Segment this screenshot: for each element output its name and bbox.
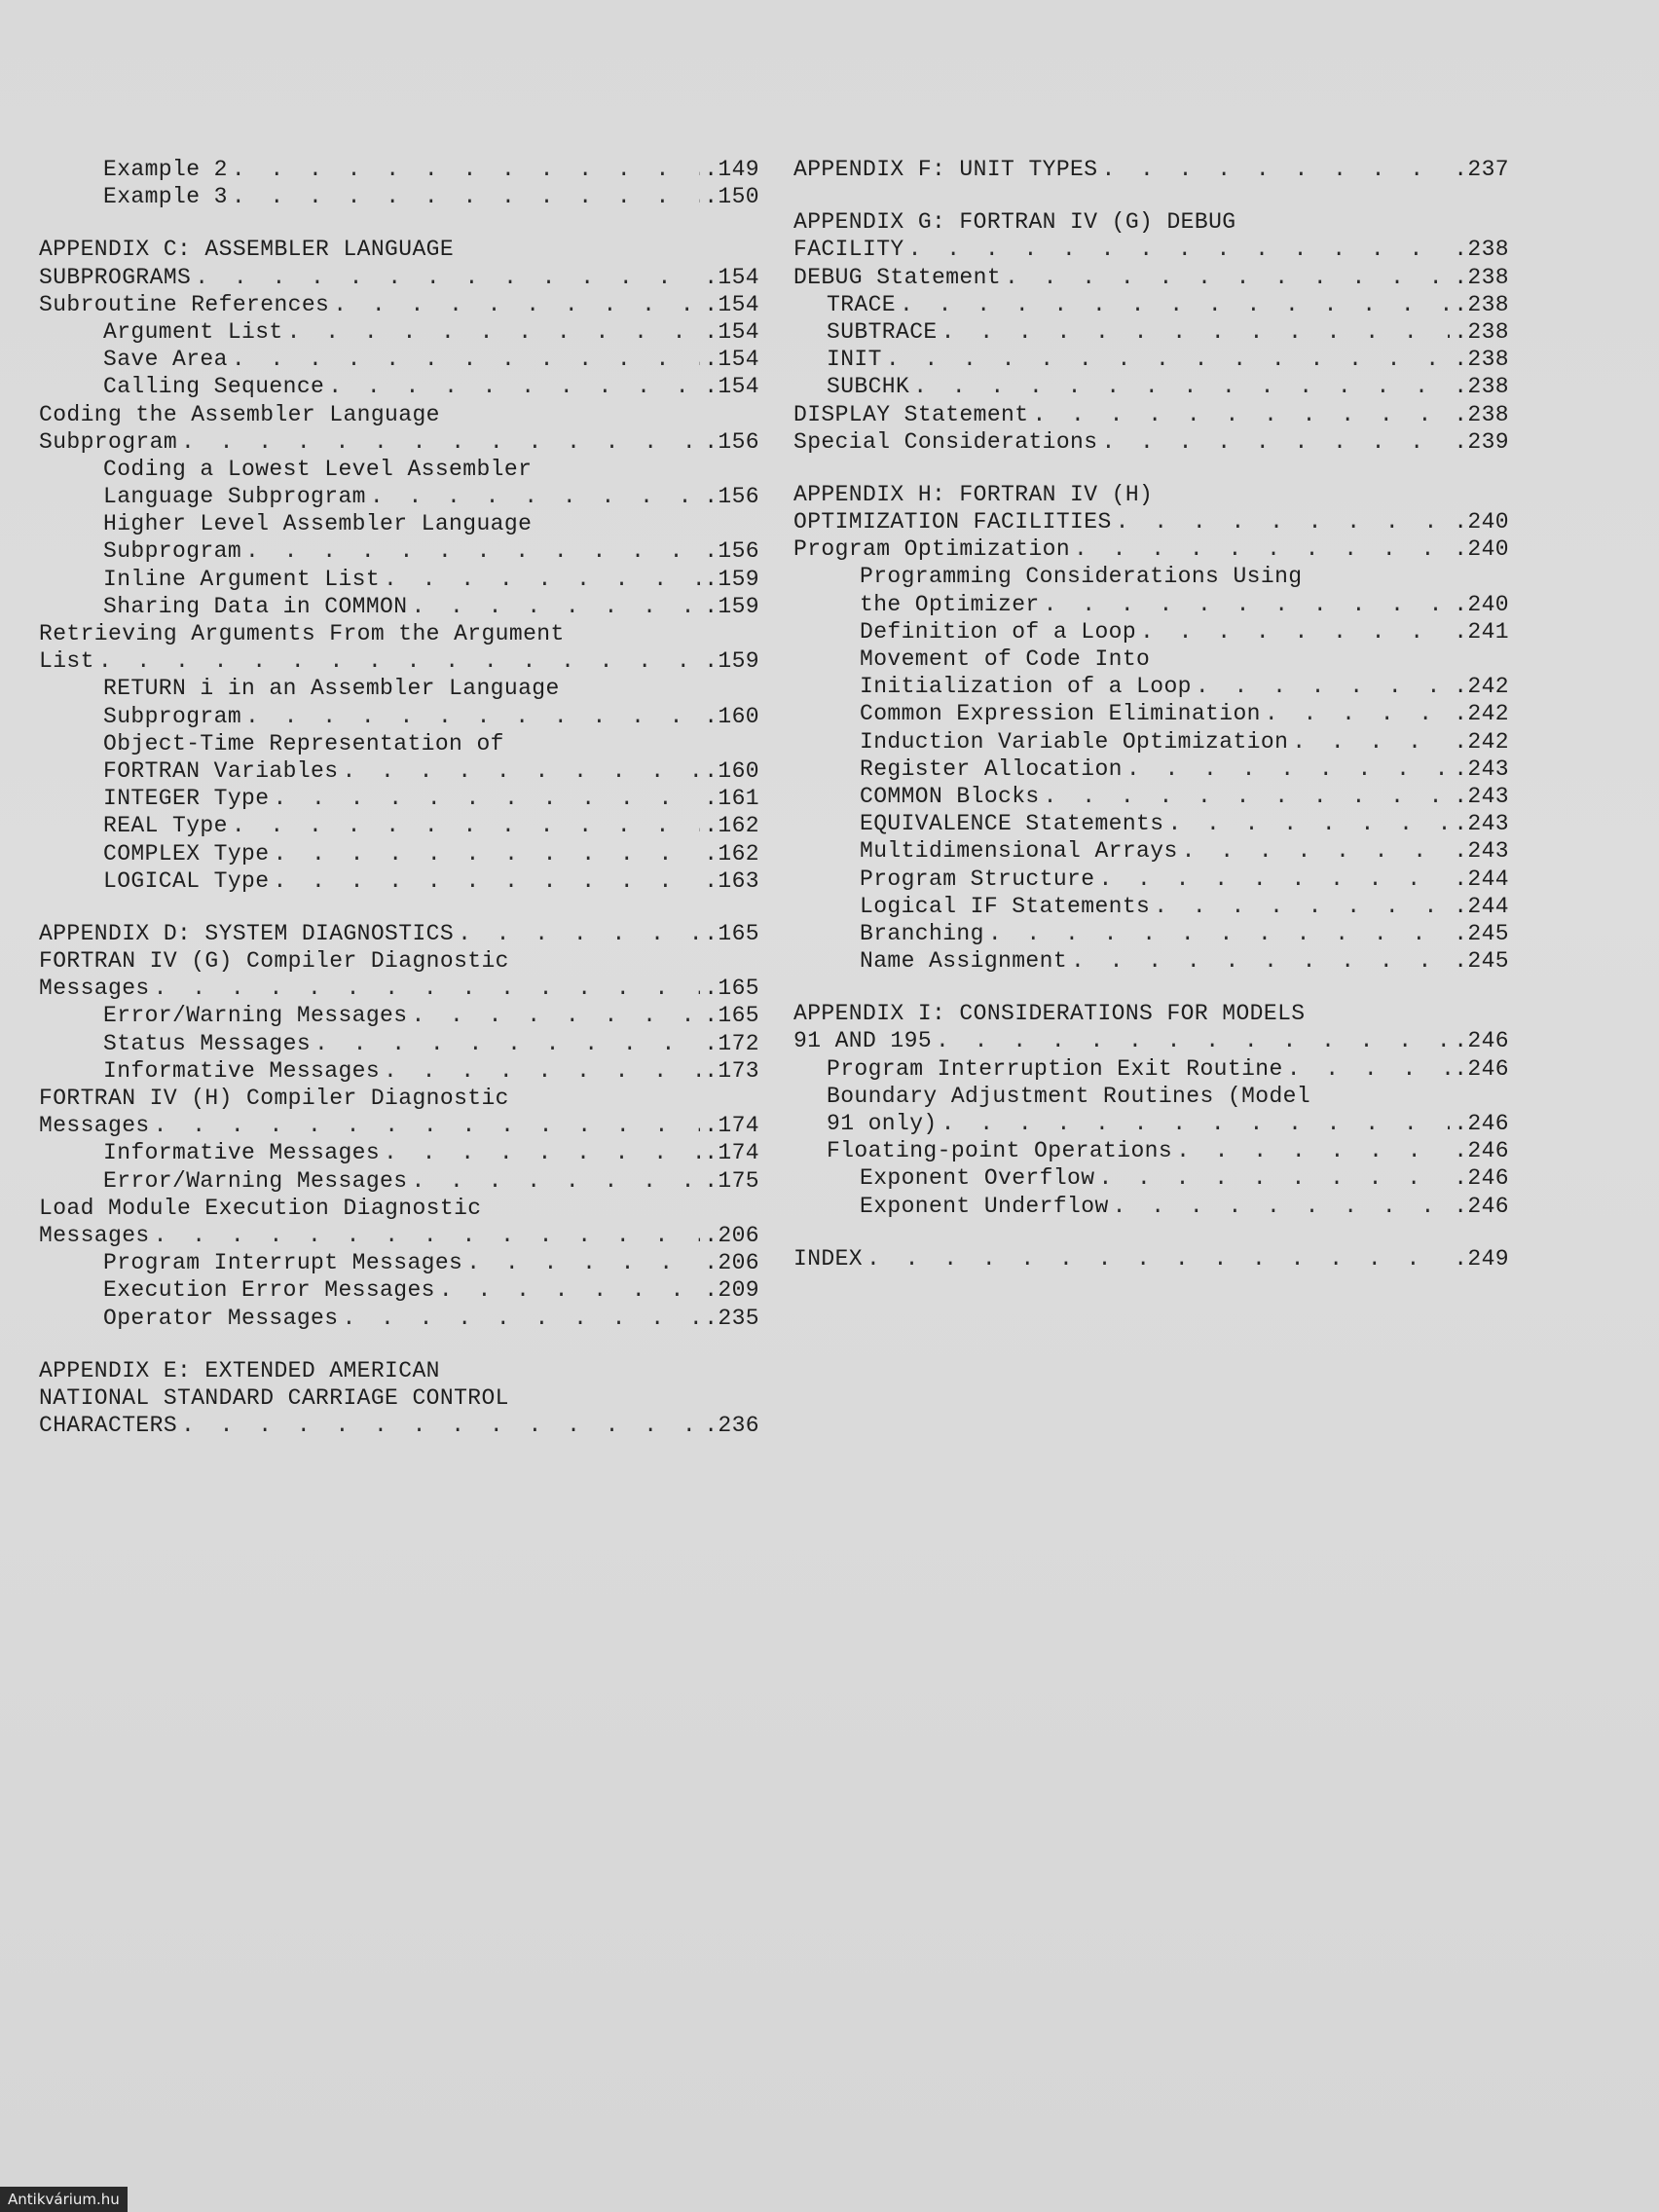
dot-leader: [245, 703, 700, 730]
toc-entry-title: Special Considerations: [793, 428, 1098, 455]
dot-leader: [1032, 401, 1450, 428]
toc-entry: [39, 1030, 759, 1057]
toc-entry-page: .241: [1454, 618, 1509, 645]
toc-entry-page: .246: [1454, 1165, 1509, 1192]
toc-entry-page: .246: [1454, 1028, 1509, 1054]
toc-entry: [39, 318, 759, 346]
dot-leader: [411, 1002, 700, 1029]
toc-entry-title: Subroutine References: [39, 291, 330, 317]
toc-entry-title: APPENDIX I: CONSIDERATIONS FOR MODELS: [793, 1001, 1306, 1027]
toc-entry-title: SUBPROGRAMS: [39, 264, 192, 290]
toc-entry: [39, 785, 759, 812]
toc-list-right: [793, 156, 1509, 1272]
toc-entry-title: INTEGER Type: [103, 786, 270, 812]
toc-entry: [39, 1412, 759, 1439]
toc-entry: [39, 1305, 759, 1332]
dot-leader: [439, 1276, 700, 1304]
toc-entry-title: Example 2: [103, 157, 228, 182]
toc-entry-page: .174: [704, 1113, 759, 1139]
toc-entry: [793, 866, 1509, 893]
dot-leader: [154, 1222, 701, 1249]
dot-leader: [1113, 1193, 1451, 1220]
toc-entry: [793, 428, 1509, 456]
toc-list-left: [39, 156, 759, 1439]
toc-entry: [39, 1357, 759, 1384]
dot-leader: [342, 1305, 700, 1332]
toc-entry: [793, 810, 1509, 837]
dot-leader: [342, 757, 700, 785]
toc-entry-title: FORTRAN IV (G) Compiler Diagnostic: [39, 948, 509, 975]
toc-entry-title: RETURN i in an Assembler Language: [103, 676, 560, 702]
toc-entry-title: 91 AND 195: [793, 1028, 933, 1054]
toc-entry-title: APPENDIX H: FORTRAN IV (H): [793, 481, 1154, 507]
dot-leader: [273, 867, 700, 895]
toc-entry-page: .244: [1454, 866, 1509, 892]
toc-entry-title: FORTRAN IV (H) Compiler Diagnostic: [39, 1086, 509, 1111]
toc-entry-page: .240: [1454, 509, 1509, 535]
toc-entry-title: Program Interrupt Messages: [103, 1250, 463, 1276]
toc-entry-page: .243: [1454, 783, 1509, 809]
toc-entry-title: Execution Error Messages: [103, 1277, 435, 1304]
toc-entry: [793, 291, 1509, 318]
toc-entry-page: .246: [1454, 1055, 1509, 1082]
dot-leader: [411, 1167, 700, 1195]
toc-entry: [793, 236, 1509, 263]
toc-entry-title: CHARACTERS: [39, 1413, 178, 1439]
toc-entry: [39, 236, 759, 263]
dot-leader: [1126, 756, 1450, 783]
toc-entry-title: Retrieving Arguments From the Argument: [39, 621, 565, 646]
toc-entry-title: APPENDIX C: ASSEMBLER LANGUAGE: [39, 237, 455, 263]
toc-entry-title: FORTRAN Variables: [103, 757, 339, 784]
toc-entry: [793, 264, 1509, 291]
toc-entry-title: Branching: [860, 920, 984, 946]
dot-leader: [913, 373, 1450, 400]
toc-entry-page: .174: [704, 1140, 759, 1166]
toc-entry-page: .243: [1454, 838, 1509, 865]
toc-entry-title: Load Module Execution Diagnostic: [39, 1195, 482, 1221]
toc-entry: [793, 1110, 1509, 1137]
dot-leader: [1101, 156, 1450, 183]
toc-entry-page: .175: [704, 1167, 759, 1194]
toc-entry: [39, 566, 759, 593]
toc-entry: [39, 1139, 759, 1166]
toc-entry-title: List: [39, 648, 94, 675]
dot-leader: [458, 920, 700, 947]
dot-leader: [866, 1245, 1450, 1272]
toc-entry: [39, 703, 759, 730]
toc-entry-title: DISPLAY Statement: [793, 401, 1029, 427]
dot-leader: [154, 1112, 701, 1139]
dot-leader: [1071, 947, 1450, 975]
toc-entry-title: Floating-point Operations: [827, 1138, 1173, 1164]
toc-entry-title: OPTIMIZATION FACILITIES: [793, 509, 1112, 535]
toc-entry-title: Boundary Adjustment Routines (Model: [827, 1083, 1311, 1109]
toc-entry-title: Coding a Lowest Level Assembler: [103, 456, 533, 482]
dot-leader: [370, 483, 700, 510]
toc-entry-title: NATIONAL STANDARD CARRIAGE CONTROL: [39, 1384, 509, 1411]
toc-entry: [793, 1083, 1509, 1110]
toc-entry-title: Induction Variable Optimization: [860, 728, 1289, 755]
toc-entry-title: Subprogram: [103, 703, 242, 729]
dot-leader: [1044, 591, 1451, 618]
dot-leader: [1292, 728, 1450, 756]
toc-entry: [39, 867, 759, 895]
toc-entry-page: .237: [1454, 157, 1509, 182]
toc-entry-page: .165: [704, 976, 759, 1002]
toc-entry-page: .245: [1454, 920, 1509, 946]
toc-entry-page: .154: [704, 264, 759, 290]
toc-entry-title: Logical IF Statements: [860, 893, 1151, 919]
toc-entry-page: .159: [704, 566, 759, 592]
toc-entry-title: SUBTRACE: [827, 318, 938, 345]
toc-entry: [39, 291, 759, 318]
toc-entry-page: .238: [1454, 291, 1509, 317]
toc-entry-title: INIT: [827, 347, 882, 373]
toc-entry-page: .246: [1454, 1111, 1509, 1136]
dot-leader: [941, 318, 1451, 346]
toc-right-column: [793, 156, 1509, 1272]
toc-entry-title: Inline Argument List: [103, 566, 381, 592]
toc-entry-page: .242: [1454, 674, 1509, 700]
toc-entry-page: .156: [704, 428, 759, 455]
toc-entry: [793, 947, 1509, 975]
dot-leader: [195, 264, 700, 291]
toc-entry: [793, 673, 1509, 700]
toc-entry-page: .238: [1454, 264, 1509, 290]
toc-entry: [39, 264, 759, 291]
dot-leader: [1196, 673, 1450, 700]
dot-leader: [273, 785, 700, 812]
toc-entry: [39, 1195, 759, 1222]
toc-entry: [39, 373, 759, 400]
toc-entry-title: INDEX: [793, 1245, 864, 1272]
dot-leader: [232, 183, 700, 210]
dot-leader: [333, 291, 700, 318]
dot-leader: [988, 920, 1450, 947]
toc-entry: [39, 1112, 759, 1139]
toc-entry-title: APPENDIX D: SYSTEM DIAGNOSTICS: [39, 920, 455, 946]
dot-leader: [98, 647, 700, 675]
toc-entry-title: Subprogram: [103, 538, 242, 565]
toc-entry: [793, 920, 1509, 947]
toc-entry-title: APPENDIX F: UNIT TYPES: [793, 157, 1098, 182]
toc-entry-page: .238: [1454, 237, 1509, 263]
toc-entry: [39, 346, 759, 373]
toc-entry-title: Language Subprogram: [103, 484, 366, 510]
toc-entry-page: .162: [704, 813, 759, 839]
toc-entry: [793, 618, 1509, 645]
toc-entry-title: Informative Messages: [103, 1057, 381, 1084]
dot-leader: [1154, 893, 1450, 920]
dot-leader: [1182, 837, 1451, 865]
toc-entry-page: .243: [1454, 756, 1509, 782]
toc-entry-page: .154: [704, 291, 759, 317]
toc-entry-page: .154: [704, 318, 759, 345]
toc-entry-title: TRACE: [827, 291, 897, 317]
toc-entry: [39, 1085, 759, 1112]
toc-entry-title: Error/Warning Messages: [103, 1003, 408, 1029]
dot-leader: [1098, 1164, 1450, 1192]
dot-leader: [181, 1412, 700, 1439]
toc-entry: [793, 535, 1509, 563]
toc-entry: [39, 428, 759, 456]
toc-entry-page: .150: [704, 184, 759, 210]
toc-entry-title: Name Assignment: [860, 948, 1068, 975]
toc-entry: [793, 401, 1509, 428]
toc-entry-title: DEBUG Statement: [793, 264, 1002, 290]
toc-entry: [793, 645, 1509, 673]
toc-entry: [39, 1057, 759, 1085]
toc-entry-title: Register Allocation: [860, 756, 1123, 782]
dot-leader: [1167, 810, 1450, 837]
toc-entry-title: Higher Level Assembler Language: [103, 511, 533, 537]
toc-entry-page: .173: [704, 1057, 759, 1084]
toc-entry: [39, 620, 759, 647]
toc-entry: [793, 728, 1509, 756]
toc-entry-title: Informative Messages: [103, 1140, 381, 1166]
dot-leader: [384, 1139, 700, 1166]
dot-leader: [1287, 1055, 1451, 1083]
toc-entry-title: Messages: [39, 1222, 150, 1248]
toc-entry-title: COMPLEX Type: [103, 840, 270, 866]
toc-entry-title: Movement of Code Into: [860, 646, 1151, 672]
toc-entry: [39, 1249, 759, 1276]
toc-entry-title: Programming Considerations Using: [860, 564, 1303, 590]
toc-entry: [39, 647, 759, 675]
toc-entry-page: .165: [704, 920, 759, 946]
toc-entry-title: REAL Type: [103, 813, 228, 839]
toc-entry: [39, 920, 759, 947]
dot-leader: [908, 236, 1451, 263]
dot-leader: [1265, 700, 1450, 727]
dot-leader: [900, 291, 1450, 318]
dot-leader: [1044, 783, 1451, 810]
toc-entry: [793, 1164, 1509, 1192]
toc-entry-page: .240: [1454, 591, 1509, 617]
toc-entry-title: Example 3: [103, 184, 228, 210]
dot-leader: [886, 346, 1450, 373]
toc-entry-title: SUBCHK: [827, 374, 910, 400]
toc-entry: [793, 208, 1509, 236]
toc-entry-title: Coding the Assembler Language: [39, 401, 440, 427]
toc-entry-title: Program Interruption Exit Routine: [827, 1055, 1283, 1082]
toc-entry-title: Multidimensional Arrays: [860, 838, 1178, 865]
toc-entry: [39, 537, 759, 565]
toc-entry: [793, 1027, 1509, 1054]
dot-leader: [232, 812, 700, 839]
dot-leader: [1074, 535, 1450, 563]
toc-entry-title: LOGICAL Type: [103, 867, 270, 894]
dot-leader: [1176, 1137, 1450, 1164]
toc-entry-page: .244: [1454, 893, 1509, 919]
toc-entry-title: Sharing Data in COMMON: [103, 593, 408, 619]
dot-leader: [1101, 428, 1450, 456]
toc-entry: [793, 1137, 1509, 1164]
toc-entry: [39, 510, 759, 537]
dot-leader: [411, 593, 700, 620]
toc-entry-title: Exponent Underflow: [860, 1193, 1109, 1219]
toc-entry-title: Save Area: [103, 347, 228, 373]
toc-entry: [793, 756, 1509, 783]
toc-entry-page: .240: [1454, 536, 1509, 563]
toc-entry-title: Status Messages: [103, 1030, 312, 1056]
toc-entry: [39, 183, 759, 210]
toc-entry: [39, 730, 759, 757]
toc-entry-page: .154: [704, 347, 759, 373]
dot-leader: [245, 537, 700, 565]
dot-leader: [273, 840, 700, 867]
toc-entry: [793, 1000, 1509, 1027]
dot-leader: [1140, 618, 1450, 645]
dot-leader: [384, 1057, 700, 1085]
toc-entry-page: .165: [704, 1003, 759, 1029]
toc-entry-page: .246: [1454, 1138, 1509, 1164]
dot-leader: [232, 346, 700, 373]
toc-entry-page: .238: [1454, 374, 1509, 400]
toc-entry-page: .235: [704, 1305, 759, 1331]
dot-leader: [466, 1249, 700, 1276]
toc-entry-page: .162: [704, 840, 759, 866]
toc-entry: [39, 1276, 759, 1304]
toc-entry-page: .239: [1454, 428, 1509, 455]
toc-entry-title: APPENDIX G: FORTRAN IV (G) DEBUG: [793, 209, 1236, 236]
toc-entry-title: Argument List: [103, 318, 283, 345]
toc-entry: [39, 757, 759, 785]
dot-leader: [1098, 866, 1450, 893]
toc-entry-title: Object-Time Representation of: [103, 730, 504, 756]
toc-entry: [39, 812, 759, 839]
toc-entry-page: .249: [1454, 1245, 1509, 1272]
dot-leader: [154, 975, 701, 1002]
toc-entry-page: .206: [704, 1250, 759, 1276]
toc-entry: [793, 783, 1509, 810]
toc-entry: [39, 1222, 759, 1249]
dot-leader: [936, 1027, 1450, 1054]
toc-entry: [39, 675, 759, 702]
toc-entry: [39, 947, 759, 975]
toc-entry-page: .160: [704, 757, 759, 784]
toc-entry-page: .160: [704, 703, 759, 729]
toc-entry-title: the Optimizer: [860, 591, 1040, 617]
toc-entry-title: EQUIVALENCE Statements: [860, 811, 1164, 837]
toc-entry-page: .156: [704, 538, 759, 565]
toc-entry: [793, 893, 1509, 920]
toc-entry: [793, 1193, 1509, 1220]
toc-entry-page: .236: [704, 1413, 759, 1439]
toc-entry-title: Operator Messages: [103, 1305, 339, 1331]
toc-entry: [793, 318, 1509, 346]
dot-leader: [1005, 264, 1450, 291]
toc-entry: [793, 563, 1509, 590]
toc-entry: [39, 456, 759, 483]
toc-entry: [793, 1055, 1509, 1083]
toc-entry-page: .159: [704, 648, 759, 675]
toc-entry-page: .149: [704, 157, 759, 182]
toc-entry: [39, 1002, 759, 1029]
toc-entry-title: APPENDIX E: EXTENDED AMERICAN: [39, 1357, 440, 1383]
toc-entry: [39, 975, 759, 1002]
toc-entry: [793, 508, 1509, 535]
dot-leader: [181, 428, 700, 456]
dot-leader: [232, 156, 700, 183]
dot-leader: [941, 1110, 1451, 1137]
dot-leader: [1116, 508, 1451, 535]
toc-entry-title: Subprogram: [39, 428, 178, 455]
toc-entry-title: 91 only): [827, 1111, 938, 1136]
dot-leader: [328, 373, 700, 400]
toc-entry-page: .161: [704, 786, 759, 812]
toc-entry: [39, 483, 759, 510]
toc-entry-title: Program Optimization: [793, 536, 1071, 563]
toc-entry-page: .154: [704, 374, 759, 400]
toc-entry: [793, 346, 1509, 373]
toc-entry: [39, 1384, 759, 1412]
toc-left-column: [39, 156, 759, 1439]
toc-entry-page: .206: [704, 1222, 759, 1248]
toc-entry-page: .242: [1454, 728, 1509, 755]
toc-entry: [39, 156, 759, 183]
toc-entry-title: Error/Warning Messages: [103, 1167, 408, 1194]
toc-entry-page: .238: [1454, 318, 1509, 345]
toc-entry: [793, 481, 1509, 508]
toc-entry-page: .238: [1454, 347, 1509, 373]
toc-entry-page: .156: [704, 484, 759, 510]
toc-entry-title: Common Expression Elimination: [860, 701, 1261, 727]
source-watermark: Antikvárium.hu: [0, 2187, 128, 2212]
toc-entry: [39, 840, 759, 867]
toc-entry-title: Messages: [39, 1113, 150, 1139]
toc-entry-page: .238: [1454, 401, 1509, 427]
toc-entry-page: .209: [704, 1277, 759, 1304]
dot-leader: [384, 566, 700, 593]
toc-entry: [793, 837, 1509, 865]
dot-leader: [314, 1030, 700, 1057]
toc-entry-title: FACILITY: [793, 237, 904, 263]
toc-entry-title: Initialization of a Loop: [860, 674, 1192, 700]
toc-entry-title: Definition of a Loop: [860, 618, 1137, 645]
toc-entry-page: .242: [1454, 701, 1509, 727]
toc-entry: [39, 593, 759, 620]
toc-entry-title: Exponent Overflow: [860, 1165, 1095, 1192]
toc-entry-title: Calling Sequence: [103, 374, 325, 400]
toc-entry-page: .243: [1454, 811, 1509, 837]
toc-entry: [39, 401, 759, 428]
toc-entry-page: .246: [1454, 1193, 1509, 1219]
toc-entry: [793, 1245, 1509, 1272]
toc-entry-page: .172: [704, 1030, 759, 1056]
dot-leader: [287, 318, 701, 346]
toc-entry: [39, 1167, 759, 1195]
toc-entry-page: .163: [704, 867, 759, 894]
toc-entry: [793, 591, 1509, 618]
toc-entry-page: .159: [704, 593, 759, 619]
toc-entry-title: Program Structure: [860, 866, 1095, 892]
toc-entry-page: .245: [1454, 948, 1509, 975]
toc-entry: [793, 700, 1509, 727]
toc-entry-title: Messages: [39, 976, 150, 1002]
toc-entry: [793, 156, 1509, 183]
toc-entry: [793, 373, 1509, 400]
toc-entry-title: COMMON Blocks: [860, 783, 1040, 809]
